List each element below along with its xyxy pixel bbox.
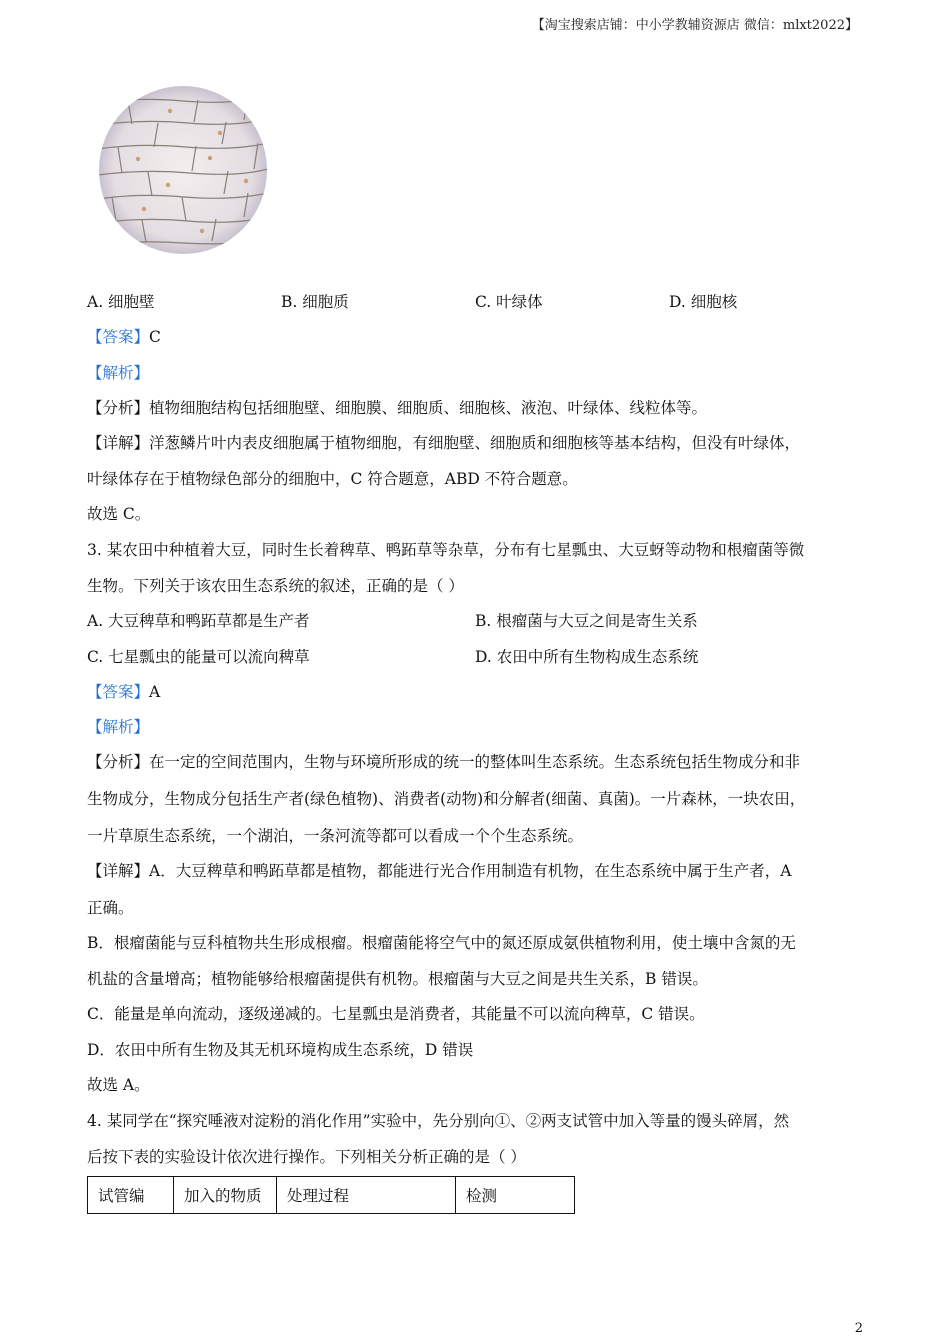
fenxi-line: 【分析】植物细胞结构包括细胞壁、细胞膜、细胞质、细胞核、液泡、叶绿体、线粒体等。 bbox=[87, 399, 708, 417]
xiangjie-line: B．根瘤菌能与豆科植物共生形成根瘤。根瘤菌能将空气中的氮还原成氨供植物利用，使土壤中含氮的无 bbox=[87, 934, 796, 952]
answer-line bbox=[87, 680, 160, 702]
fenxi-line: 一片草原生态系统，一个湖泊，一条河流等都可以看成一个个生态系统。 bbox=[87, 827, 584, 845]
option-b: B. 细胞质 bbox=[281, 293, 349, 311]
onion-cell-micrograph bbox=[98, 85, 268, 255]
answer-tag: 【答案】 bbox=[87, 683, 150, 701]
xiangjie-line: 【详解】洋葱鳞片叶内表皮细胞属于植物细胞，有细胞壁、细胞质和细胞核等基本结构，但没有叶绿体， bbox=[87, 434, 801, 452]
fenxi-line: 生物成分，生物成分包括生产者(绿色植物)、消费者(动物)和分解者(细菌、真菌)。一片森林，一块农田， bbox=[87, 790, 806, 808]
option-c: C. 七星瓢虫的能量可以流向稗草 bbox=[87, 648, 310, 666]
answer-value: C bbox=[149, 328, 161, 346]
question-stem: 4. 某同学在“探究唾液对淀粉的消化作用”实验中，先分别向①、②两支试管中加入等量的馒头碎屑，然 bbox=[87, 1112, 790, 1130]
xiangjie-line: C．能量是单向流动，逐级递减的。七星瓢虫是消费者，其能量不可以流向稗草，C 错误。 bbox=[87, 1005, 705, 1023]
table-header: 检测 bbox=[456, 1177, 575, 1214]
conclusion: 故选 A。 bbox=[87, 1076, 150, 1094]
page-number: 2 bbox=[854, 1321, 863, 1336]
fenxi-line: 【分析】在一定的空间范围内，生物与环境所形成的统一的整体叫生态系统。生态系统包括生物成分和非 bbox=[87, 753, 801, 771]
question-stem: 3. 某农田中种植着大豆，同时生长着稗草、鸭跖草等杂草，分布有七星瓢虫、大豆蚜等动物和根瘤菌等微 bbox=[87, 541, 805, 559]
analysis-heading: 【解析】 bbox=[87, 718, 150, 736]
option-a: A. 细胞壁 bbox=[87, 293, 155, 311]
xiangjie-line: 正确。 bbox=[87, 899, 134, 917]
option-d: D. 农田中所有生物构成生态系统 bbox=[475, 648, 699, 666]
xiangjie-line: D．农田中所有生物及其无机环境构成生态系统，D 错误 bbox=[87, 1041, 474, 1059]
conclusion: 故选 C。 bbox=[87, 505, 151, 523]
xiangjie-line: 叶绿体存在于植物绿色部分的细胞中，C 符合题意，ABD 不符合题意。 bbox=[87, 470, 578, 488]
option-b: B. 根瘤菌与大豆之间是寄生关系 bbox=[475, 612, 698, 630]
table-header-row bbox=[88, 1177, 575, 1214]
table-header: 试管编 bbox=[88, 1177, 174, 1214]
table-header: 加入的物质 bbox=[174, 1177, 277, 1214]
option-a: A. 大豆稗草和鸭跖草都是生产者 bbox=[87, 612, 310, 630]
answer-value: A bbox=[149, 683, 161, 701]
xiangjie-line: 机盐的含量增高；植物能够给根瘤菌提供有机物。根瘤菌与大豆之间是共生关系，B 错误。 bbox=[87, 970, 708, 988]
option-d: D. 细胞核 bbox=[669, 293, 738, 311]
question-stem: 后按下表的实验设计依次进行操作。下列相关分析正确的是（ ） bbox=[87, 1148, 526, 1166]
table-header: 处理过程 bbox=[277, 1177, 456, 1214]
answer-tag: 【答案】 bbox=[87, 328, 150, 346]
question-stem: 生物。下列关于该农田生态系统的叙述，正确的是（ ） bbox=[87, 577, 464, 595]
answer-line bbox=[87, 325, 161, 347]
analysis-heading: 【解析】 bbox=[87, 364, 150, 382]
option-c: C. 叶绿体 bbox=[475, 293, 543, 311]
page-header: 【淘宝搜索店铺：中小学教辅资源店 微信：mlxt2022】 bbox=[531, 18, 858, 33]
experiment-table bbox=[87, 1176, 575, 1214]
xiangjie-line: 【详解】A．大豆稗草和鸭跖草都是植物，都能进行光合作用制造有机物，在生态系统中属于生产者，A bbox=[87, 862, 792, 880]
